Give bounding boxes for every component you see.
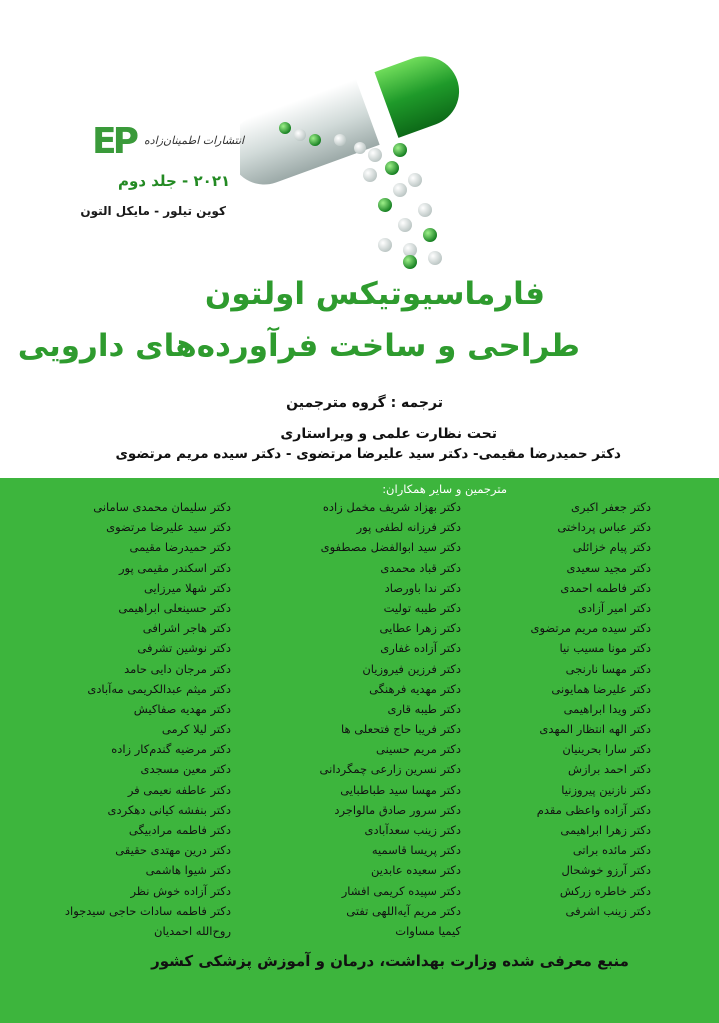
ministry-footer: منبع معرفی شده وزارت بهداشت، درمان و آموزش پزشکی کشور: [151, 952, 629, 970]
translator-name: دکتر درین مهتدی حقیقی: [115, 843, 231, 858]
translator-name: دکتر مونا مسیب نیا: [559, 641, 651, 656]
translator-name: دکتر طیبه قاری: [387, 701, 461, 716]
authors-label: کوین تیلور - مایکل التون: [80, 204, 226, 218]
translator-name: دکتر بهزاد شریف مخمل زاده: [322, 500, 461, 514]
translator-name: دکتر سپیده کریمی افشار: [341, 883, 461, 898]
translator-name: دکتر قباد محمدی: [380, 560, 461, 575]
translator-name: دکتر سید علیرضا مرتضوی: [106, 520, 231, 535]
editors-label: دکتر حمیدرضا مقیمی- دکتر سید علیرضا مرتضوی - دکتر سیده مریم مرتضوی: [115, 446, 621, 462]
translator-name: دکتر فریبا حاج فتحعلی ها: [341, 722, 461, 737]
translator-name: دکتر فرزین فیروزیان: [362, 661, 461, 676]
translator-name: دکتر مهدیه فرهنگی: [369, 681, 461, 696]
translator-name: دکتر مهسا سید طباطبایی: [340, 782, 461, 797]
translator-name: دکتر احمد برازش: [567, 762, 651, 777]
supervision-label: تحت نظارت علمی و ویراستاری: [280, 426, 497, 442]
translator-name: دکتر حمیدرضا مقیمی: [129, 540, 231, 555]
translator-name: دکتر اسکندر مقیمی پور: [119, 560, 231, 575]
translator-name: دکتر نوشین تشرفی: [137, 641, 231, 656]
translation-label: ترجمه : گروه مترجمین: [286, 395, 443, 411]
translator-name: دکتر مرجان دایی حامد: [124, 661, 231, 676]
translator-name: دکتر فرزانه لطفی پور: [356, 520, 461, 535]
translator-name: دکتر آزاده واعظی مقدم: [536, 802, 651, 817]
translator-name: دکتر زینب سعدآبادی: [364, 823, 461, 837]
translator-name: دکتر آزاده خوش نظر: [130, 883, 231, 898]
translator-name: دکتر حسینعلی ابراهیمی: [118, 600, 231, 615]
publisher-logo-letters: EP: [92, 121, 135, 162]
translator-name: دکتر خاطره زرکش: [559, 883, 651, 898]
translator-name: دکتر سید ابوالفضل مصطفوی: [320, 540, 461, 555]
capsule-pills-icon: [240, 40, 480, 270]
translator-name: دکتر عباس پرداختی: [557, 520, 651, 535]
translator-name: دکتر جعفر اکبری: [570, 500, 651, 514]
translator-name: دکتر بنفشه کیانی دهکردی: [107, 802, 231, 817]
translator-name: دکتر سیده مریم مرتضوی: [530, 621, 651, 636]
translator-name: دکتر زینب اشرفی: [565, 903, 651, 918]
translator-name: دکتر مهدیه صفاکیش: [133, 701, 231, 716]
translator-name: دکتر مریم آیه‌اللهی تفتی: [346, 903, 461, 918]
translator-name: دکتر سلیمان محمدی سامانی: [93, 500, 231, 514]
translator-name: دکتر شهلا میرزایی: [143, 580, 231, 595]
translator-name: دکتر پیام خزائلی: [572, 540, 651, 555]
translator-name: دکتر فاطمه سادات حاجی سیدجواد: [64, 903, 231, 918]
book-title-line1: فارماسیوتیکس اولتون: [204, 276, 546, 312]
translator-name: دکتر فاطمه احمدی: [560, 580, 651, 595]
translator-name: دکتر الهه انتظار المهدی: [539, 722, 651, 737]
translators-column-middle: [320, 497, 461, 941]
translator-name: دکتر زهرا ابراهیمی: [560, 823, 651, 837]
translator-name: دکتر علیرضا همایونی: [551, 681, 651, 696]
translator-name: دکتر شیوا هاشمی: [145, 863, 231, 878]
translator-name: دکتر نازنین پیروزنیا: [561, 782, 651, 797]
translator-name: دکتر مرضیه گندم‌کار زاده: [111, 742, 231, 757]
edition-label: ۲۰۲۱ - جلد دوم: [118, 172, 231, 190]
translator-name: دکتر مهسا نارنجی: [565, 661, 651, 676]
translator-name: کیمیا مساوات: [395, 923, 461, 938]
translators-column-left: [65, 497, 231, 941]
translator-name: دکتر پریسا قاسمیه: [371, 843, 461, 858]
translator-name: دکتر زهرا عطایی: [379, 621, 461, 636]
translator-name: دکتر مجید سعیدی: [566, 560, 651, 575]
translator-name: روح‌الله احمدیان: [154, 923, 231, 938]
translator-name: دکتر نسرین زارعی چمگردانی: [319, 762, 461, 777]
translator-name: دکتر سرور صادق مالواجرد: [334, 802, 461, 817]
translator-name: دکتر میثم عبدالکریمی مه‌آبادی: [87, 681, 231, 696]
translator-name: دکتر لیلا کرمی: [161, 722, 231, 737]
translator-name: دکتر امیر آزادی: [578, 600, 651, 615]
translator-name: دکتر مائده براتی: [572, 843, 651, 858]
translators-column-right: [530, 497, 651, 921]
translator-name: دکتر آزاده غفاری: [380, 641, 461, 656]
translator-name: دکتر هاجر اشرافی: [142, 621, 231, 636]
translator-name: دکتر معین مسجدی: [140, 762, 231, 777]
translator-name: دکتر طیبه تولیت: [383, 600, 461, 615]
translator-name: دکتر سعیده عابدین: [371, 863, 461, 878]
translator-name: دکتر ندا باورصاد: [384, 580, 461, 595]
publisher-name: انتشارات اطمینان‌زاده: [144, 134, 245, 147]
translator-name: دکتر آرزو خوشحال: [561, 863, 651, 878]
translator-name: دکتر ویدا ابراهیمی: [563, 701, 651, 716]
publisher-logo: [92, 121, 245, 168]
translator-name: دکتر سارا بحرینیان: [562, 742, 651, 757]
book-title-line2: طراحی و ساخت فرآورده‌های دارویی: [17, 328, 580, 364]
translator-name: دکتر عاطفه نعیمی فر: [127, 782, 231, 797]
collaborators-heading: مترجمین و سایر همکاران:: [382, 482, 507, 496]
translator-name: دکتر مریم حسینی: [376, 742, 461, 757]
translator-name: دکتر فاطمه مرادبیگی: [128, 823, 231, 837]
